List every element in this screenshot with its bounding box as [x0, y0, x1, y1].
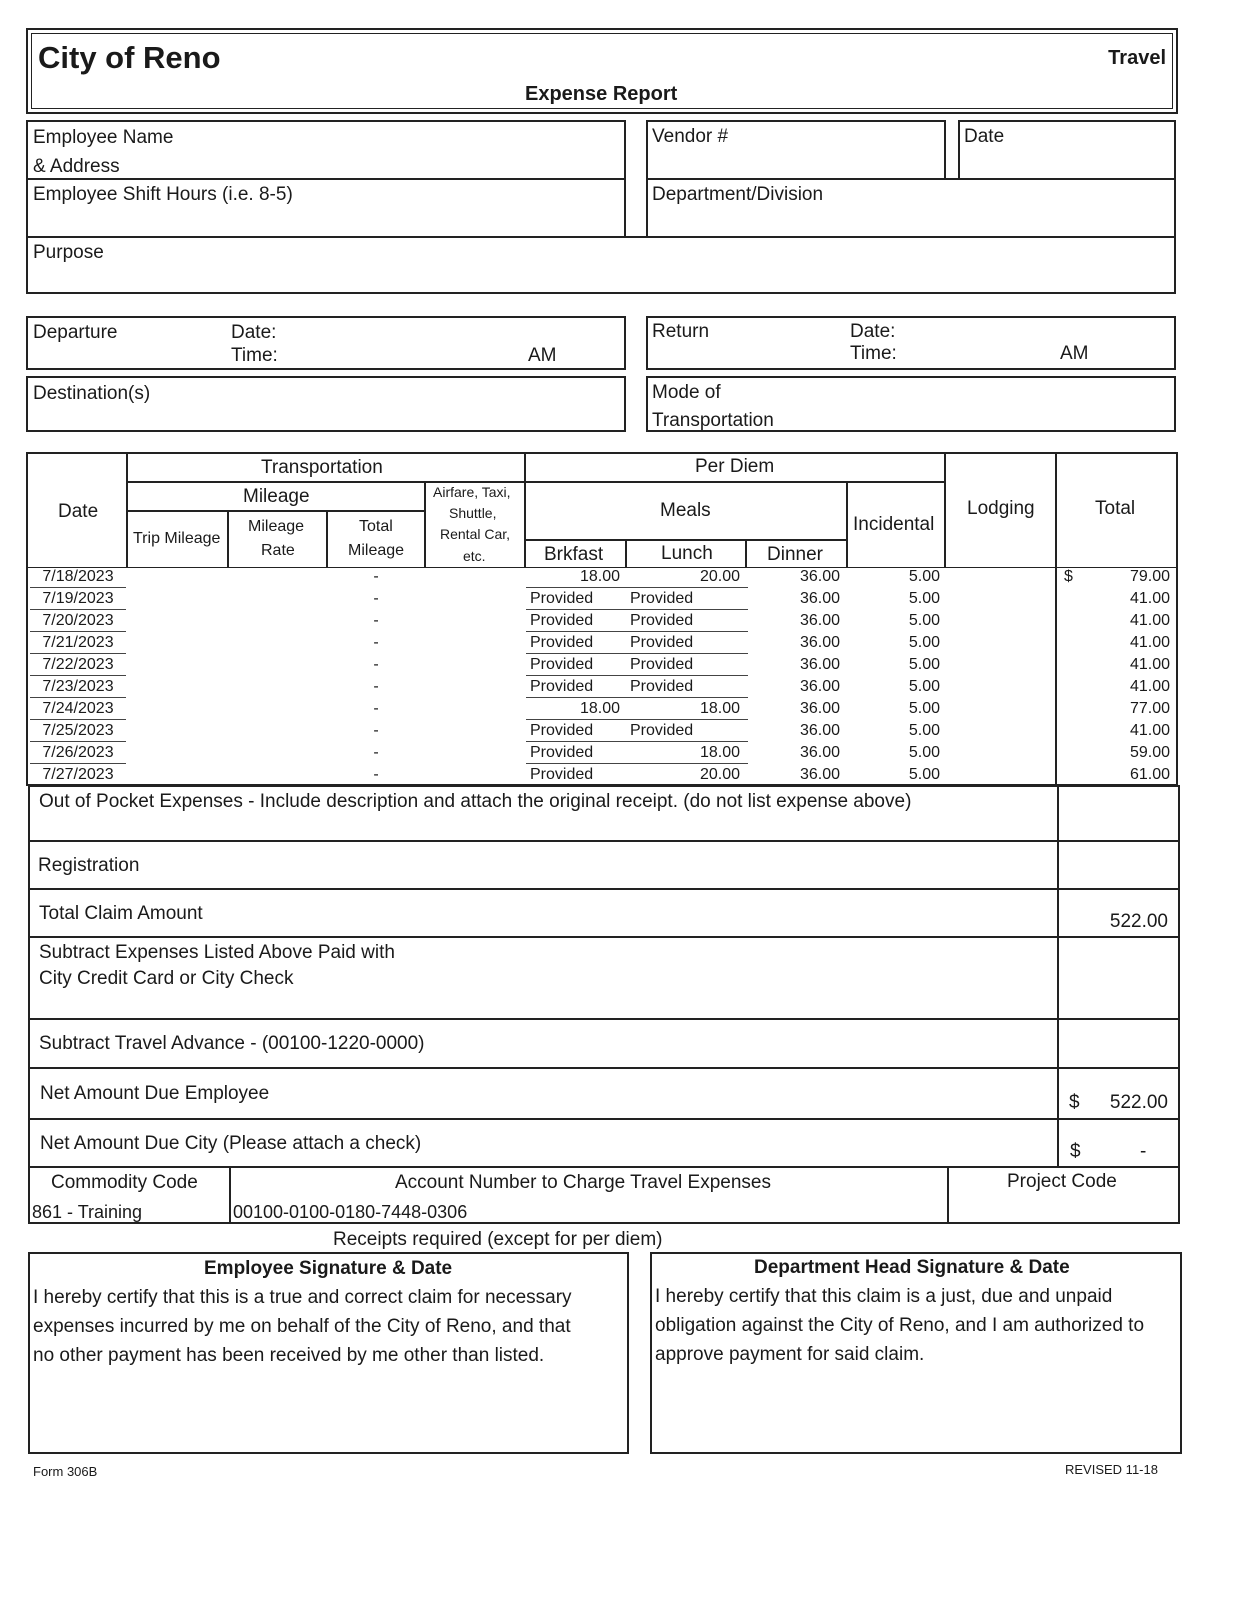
col-airfare-3: Rental Car, — [440, 526, 511, 542]
cell-total: 77.00 — [1129, 700, 1170, 717]
net-city-currency: $ — [1070, 1141, 1081, 1162]
department-label: Department/Division — [652, 184, 824, 205]
col-mileage-rate-2: Rate — [261, 542, 295, 559]
cell-incidental: 5.00 — [908, 568, 940, 585]
cell-brkfast: Provided — [530, 766, 594, 783]
report-type: Travel — [1108, 47, 1166, 69]
dept-cert-line3: approve payment for said claim. — [655, 1344, 925, 1365]
currency-symbol: $ — [1064, 568, 1073, 585]
col-mileage: Mileage — [243, 486, 310, 507]
dept-cert-line1: I hereby certify that this claim is a just, due and unpaid — [655, 1286, 1113, 1307]
cell-total: 41.00 — [1129, 634, 1170, 651]
cell-date: 7/21/2023 — [42, 634, 114, 651]
cell-total-mileage: - — [373, 590, 379, 607]
col-total-mileage-2: Mileage — [348, 542, 405, 559]
total-claim-value: 522.00 — [1109, 911, 1168, 932]
cell-brkfast: Provided — [530, 656, 594, 673]
cell-date: 7/25/2023 — [42, 722, 114, 739]
col-mileage-rate-1: Mileage — [248, 518, 305, 535]
cell-total-mileage: - — [373, 744, 379, 761]
cell-lunch: Provided — [630, 656, 694, 673]
col-total-mileage-1: Total — [359, 518, 393, 535]
cell-total-mileage: - — [373, 612, 379, 629]
registration-label: Registration — [38, 855, 140, 876]
cell-total-mileage: - — [373, 634, 379, 651]
cell-brkfast: 18.00 — [579, 700, 620, 717]
cell-total: 61.00 — [1129, 766, 1170, 783]
date-label: Date — [964, 126, 1005, 147]
cell-dinner: 36.00 — [799, 700, 840, 717]
net-employee-label: Net Amount Due Employee — [40, 1083, 270, 1104]
cell-total: 41.00 — [1129, 612, 1170, 629]
cell-lunch: Provided — [630, 612, 694, 629]
col-total: Total — [1095, 498, 1136, 519]
net-city-value: - — [1140, 1141, 1147, 1162]
cell-brkfast: Provided — [530, 612, 594, 629]
cell-dinner: 36.00 — [799, 656, 840, 673]
col-meals: Meals — [660, 500, 711, 521]
out-of-pocket-label: Out of Pocket Expenses - Include description and attach the original receipt. (do not list expense above) — [39, 791, 912, 812]
col-incidental: Incidental — [853, 514, 935, 535]
account-number-label: Account Number to Charge Travel Expenses — [395, 1172, 771, 1193]
shift-hours-label: Employee Shift Hours (i.e. 8-5) — [33, 184, 293, 205]
cell-lunch: Provided — [630, 590, 694, 607]
return-box — [646, 316, 1176, 370]
net-employee-currency: $ — [1069, 1092, 1080, 1113]
employee-name-label: Employee Name — [33, 127, 174, 148]
col-per-diem: Per Diem — [695, 456, 775, 477]
employee-signature-title: Employee Signature & Date — [204, 1258, 453, 1279]
mode-label-line2: Transportation — [652, 410, 774, 431]
col-airfare-2: Shuttle, — [449, 505, 497, 521]
page-title: Expense Report — [525, 83, 678, 105]
cell-incidental: 5.00 — [908, 590, 940, 607]
cell-dinner: 36.00 — [799, 722, 840, 739]
cell-incidental: 5.00 — [908, 744, 940, 761]
cell-total-mileage: - — [373, 656, 379, 673]
cell-incidental: 5.00 — [908, 700, 940, 717]
cell-total: 41.00 — [1129, 722, 1170, 739]
cell-incidental: 5.00 — [908, 722, 940, 739]
cell-incidental: 5.00 — [908, 656, 940, 673]
cell-brkfast: Provided — [530, 634, 594, 651]
col-trip-mileage: Trip Mileage — [133, 530, 221, 547]
col-lodging: Lodging — [967, 498, 1035, 519]
dept-cert-line2: obligation against the City of Reno, and I am authorized to — [655, 1315, 1145, 1336]
employee-address-label: & Address — [33, 156, 120, 177]
cell-lunch: Provided — [630, 634, 694, 651]
cell-incidental: 5.00 — [908, 612, 940, 629]
cell-date: 7/18/2023 — [42, 568, 114, 585]
cell-date: 7/24/2023 — [42, 700, 114, 717]
revised-date: REVISED 11-18 — [1065, 1462, 1158, 1477]
col-airfare-4: etc. — [463, 548, 486, 564]
employee-cert-line3: no other payment has been received by me other than listed. — [33, 1345, 545, 1366]
col-airfare-1: Airfare, Taxi, — [433, 484, 511, 500]
departure-am: AM — [528, 345, 557, 366]
cell-dinner: 36.00 — [799, 678, 840, 695]
mode-label-line1: Mode of — [652, 382, 721, 403]
commodity-code-label: Commodity Code — [51, 1172, 198, 1193]
total-claim-label: Total Claim Amount — [39, 903, 203, 924]
employee-cert-line1: I hereby certify that this is a true and correct claim for necessary — [33, 1287, 572, 1308]
purpose-box — [26, 236, 1176, 294]
col-lunch: Lunch — [661, 543, 713, 564]
return-time-label: Time: — [850, 343, 897, 364]
departure-label: Departure — [33, 322, 118, 343]
cell-dinner: 36.00 — [799, 612, 840, 629]
cell-date: 7/19/2023 — [42, 590, 114, 607]
departure-time-label: Time: — [231, 345, 278, 366]
col-dinner: Dinner — [767, 544, 823, 565]
cell-lunch: 20.00 — [699, 766, 740, 783]
dept-head-signature-title: Department Head Signature & Date — [754, 1257, 1070, 1278]
cell-total: 79.00 — [1129, 568, 1170, 585]
cell-lunch: Provided — [630, 722, 694, 739]
col-date: Date — [58, 501, 99, 522]
cell-total: 41.00 — [1129, 678, 1170, 695]
return-date-label: Date: — [850, 321, 896, 342]
cell-lunch: 18.00 — [699, 744, 740, 761]
cell-date: 7/26/2023 — [42, 744, 114, 761]
cell-total: 41.00 — [1129, 590, 1170, 607]
col-brkfast: Brkfast — [544, 544, 604, 565]
subtract-advance-label: Subtract Travel Advance - (00100-1220-0000) — [39, 1033, 425, 1054]
cell-total-mileage: - — [373, 568, 379, 585]
project-code-label: Project Code — [1007, 1171, 1117, 1192]
cell-dinner: 36.00 — [799, 744, 840, 761]
cell-date: 7/27/2023 — [42, 766, 114, 783]
cell-brkfast: 18.00 — [579, 568, 620, 585]
col-transportation: Transportation — [261, 457, 383, 478]
cell-date: 7/20/2023 — [42, 612, 114, 629]
cell-incidental: 5.00 — [908, 634, 940, 651]
cell-dinner: 36.00 — [799, 634, 840, 651]
cell-total-mileage: - — [373, 722, 379, 739]
cell-total: 59.00 — [1129, 744, 1170, 761]
cell-brkfast: Provided — [530, 744, 594, 761]
cell-total-mileage: - — [373, 678, 379, 695]
return-am: AM — [1060, 343, 1089, 364]
subtract-cc-line1: Subtract Expenses Listed Above Paid with — [39, 942, 395, 963]
net-city-label: Net Amount Due City (Please attach a check) — [40, 1133, 422, 1154]
purpose-label: Purpose — [33, 242, 104, 263]
cell-lunch: Provided — [630, 678, 694, 695]
cell-total-mileage: - — [373, 766, 379, 783]
cell-total: 41.00 — [1129, 656, 1170, 673]
subtract-cc-line2: City Credit Card or City Check — [39, 968, 294, 989]
cell-dinner: 36.00 — [799, 568, 840, 585]
receipts-note: Receipts required (except for per diem) — [333, 1229, 663, 1250]
cell-lunch: 18.00 — [699, 700, 740, 717]
net-employee-value: 522.00 — [1109, 1092, 1168, 1113]
employee-cert-line2: expenses incurred by me on behalf of the City of Reno, and that — [33, 1316, 571, 1337]
vendor-label: Vendor # — [652, 126, 729, 147]
return-label: Return — [652, 321, 710, 342]
cell-brkfast: Provided — [530, 722, 594, 739]
account-number-value: 00100-0100-0180-7448-0306 — [233, 1202, 468, 1222]
cell-dinner: 36.00 — [799, 766, 840, 783]
cell-total-mileage: - — [373, 700, 379, 717]
destination-label: Destination(s) — [33, 383, 151, 404]
cell-incidental: 5.00 — [908, 678, 940, 695]
org-name: City of Reno — [38, 40, 221, 75]
cell-lunch: 20.00 — [699, 568, 740, 585]
departure-date-label: Date: — [231, 322, 277, 343]
cell-incidental: 5.00 — [908, 766, 940, 783]
cell-date: 7/23/2023 — [42, 678, 114, 695]
form-number: Form 306B — [33, 1464, 98, 1479]
cell-brkfast: Provided — [530, 590, 594, 607]
cell-dinner: 36.00 — [799, 590, 840, 607]
cell-date: 7/22/2023 — [42, 656, 114, 673]
commodity-code-value: 861 - Training — [32, 1202, 143, 1222]
cell-brkfast: Provided — [530, 678, 594, 695]
